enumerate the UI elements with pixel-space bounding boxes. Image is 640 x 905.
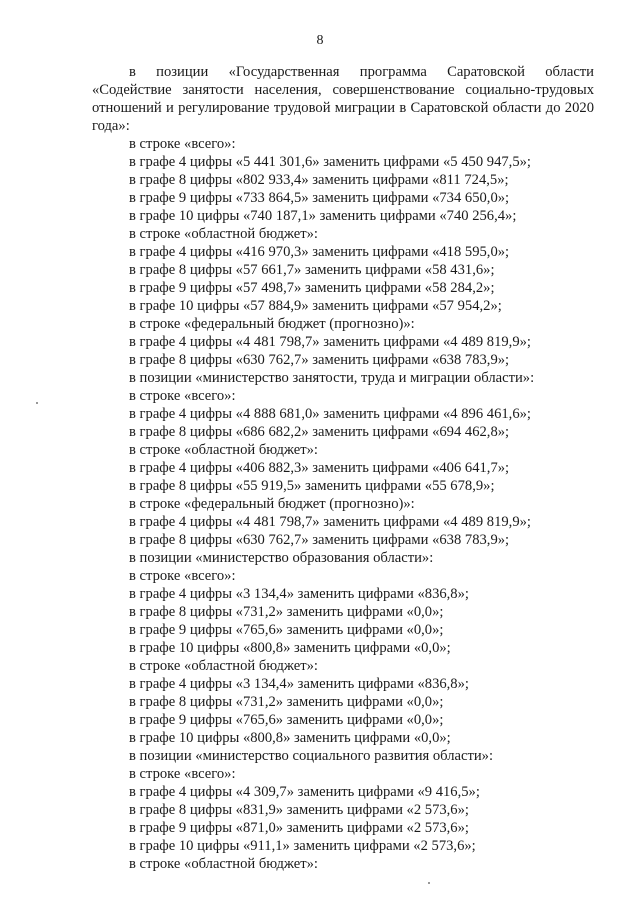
amendment-line: в графе 4 цифры «5 441 301,6» заменить цифрами «5 450 947,5»; (129, 154, 531, 170)
amendment-line: в графе 9 цифры «871,0» заменить цифрами «2 573,6»; (129, 820, 469, 836)
amendment-line: в позиции «министерство занятости, труда и миграции области»: (129, 370, 535, 386)
amendment-line: в графе 4 цифры «4 888 681,0» заменить цифрами «4 896 461,6»; (129, 406, 531, 422)
amendment-line: в графе 8 цифры «55 919,5» заменить цифрами «55 678,9»; (129, 478, 495, 494)
amendment-line: в графе 10 цифры «800,8» заменить цифрами «0,0»; (129, 640, 451, 656)
amendment-line: в строке «областной бюджет»: (129, 856, 318, 872)
amendment-line: в графе 8 цифры «57 661,7» заменить цифрами «58 431,6»; (129, 262, 495, 278)
intro-paragraph: в позиции «Государственная программа Саратовской области «Содействие занятости населения, совершенствование социально-трудовых отношений и регулирование трудовой миграции в Саратовской области до 2020 года»: (92, 64, 594, 134)
amendment-line: в графе 8 цифры «630 762,7» заменить цифрами «638 783,9»; (129, 352, 510, 368)
scan-speck (36, 402, 38, 404)
amendment-line: в графе 4 цифры «3 134,4» заменить цифрами «836,8»; (129, 676, 469, 692)
amendment-line: в строке «всего»: (129, 136, 236, 152)
amendment-line: в графе 8 цифры «831,9» заменить цифрами «2 573,6»; (129, 802, 469, 818)
page-number: 8 (316, 33, 324, 48)
scan-speck (428, 882, 430, 884)
amendment-line: в графе 4 цифры «4 481 798,7» заменить цифрами «4 489 819,9»; (129, 334, 531, 350)
amendment-line: в графе 8 цифры «630 762,7» заменить цифрами «638 783,9»; (129, 532, 510, 548)
amendment-line: в графе 9 цифры «765,6» заменить цифрами «0,0»; (129, 712, 444, 728)
amendment-line: в строке «всего»: (129, 568, 236, 584)
amendment-line: в графе 10 цифры «57 884,9» заменить цифрами «57 954,2»; (129, 298, 502, 314)
amendment-line: в позиции «министерство социального развития области»: (129, 748, 494, 764)
amendment-line: в строке «федеральный бюджет (прогнозно)»: (129, 496, 415, 512)
amendment-line: в графе 8 цифры «731,2» заменить цифрами «0,0»; (129, 604, 444, 620)
amendment-line: в строке «всего»: (129, 388, 236, 404)
amendment-lines (92, 135, 594, 873)
amendment-line: в графе 10 цифры «800,8» заменить цифрами «0,0»; (129, 730, 451, 746)
amendment-line: в строке «областной бюджет»: (129, 658, 318, 674)
amendment-line: в строке «областной бюджет»: (129, 226, 318, 242)
amendment-line: в графе 4 цифры «4 481 798,7» заменить цифрами «4 489 819,9»; (129, 514, 531, 530)
amendment-line: в строке «областной бюджет»: (129, 442, 318, 458)
amendment-line: в графе 10 цифры «911,1» заменить цифрами «2 573,6»; (129, 838, 476, 854)
amendment-line: в графе 4 цифры «416 970,3» заменить цифрами «418 595,0»; (129, 244, 510, 260)
amendment-line: в графе 4 цифры «4 309,7» заменить цифрами «9 416,5»; (129, 784, 480, 800)
amendment-line: в графе 9 цифры «57 498,7» заменить цифрами «58 284,2»; (129, 280, 495, 296)
amendment-line: в графе 8 цифры «802 933,4» заменить цифрами «811 724,5»; (129, 172, 509, 188)
amendment-line: в графе 9 цифры «765,6» заменить цифрами «0,0»; (129, 622, 444, 638)
amendment-line: в графе 4 цифры «3 134,4» заменить цифрами «836,8»; (129, 586, 469, 602)
amendment-line: в графе 8 цифры «731,2» заменить цифрами «0,0»; (129, 694, 444, 710)
amendment-line: в строке «федеральный бюджет (прогнозно)»: (129, 316, 415, 332)
document-body (92, 63, 594, 873)
amendment-line: в строке «всего»: (129, 766, 236, 782)
amendment-line: в графе 10 цифры «740 187,1» заменить цифрами «740 256,4»; (129, 208, 517, 224)
amendment-line: в позиции «министерство образования области»: (129, 550, 434, 566)
amendment-line: в графе 4 цифры «406 882,3» заменить цифрами «406 641,7»; (129, 460, 510, 476)
amendment-line: в графе 9 цифры «733 864,5» заменить цифрами «734 650,0»; (129, 190, 510, 206)
amendment-line: в графе 8 цифры «686 682,2» заменить цифрами «694 462,8»; (129, 424, 510, 440)
